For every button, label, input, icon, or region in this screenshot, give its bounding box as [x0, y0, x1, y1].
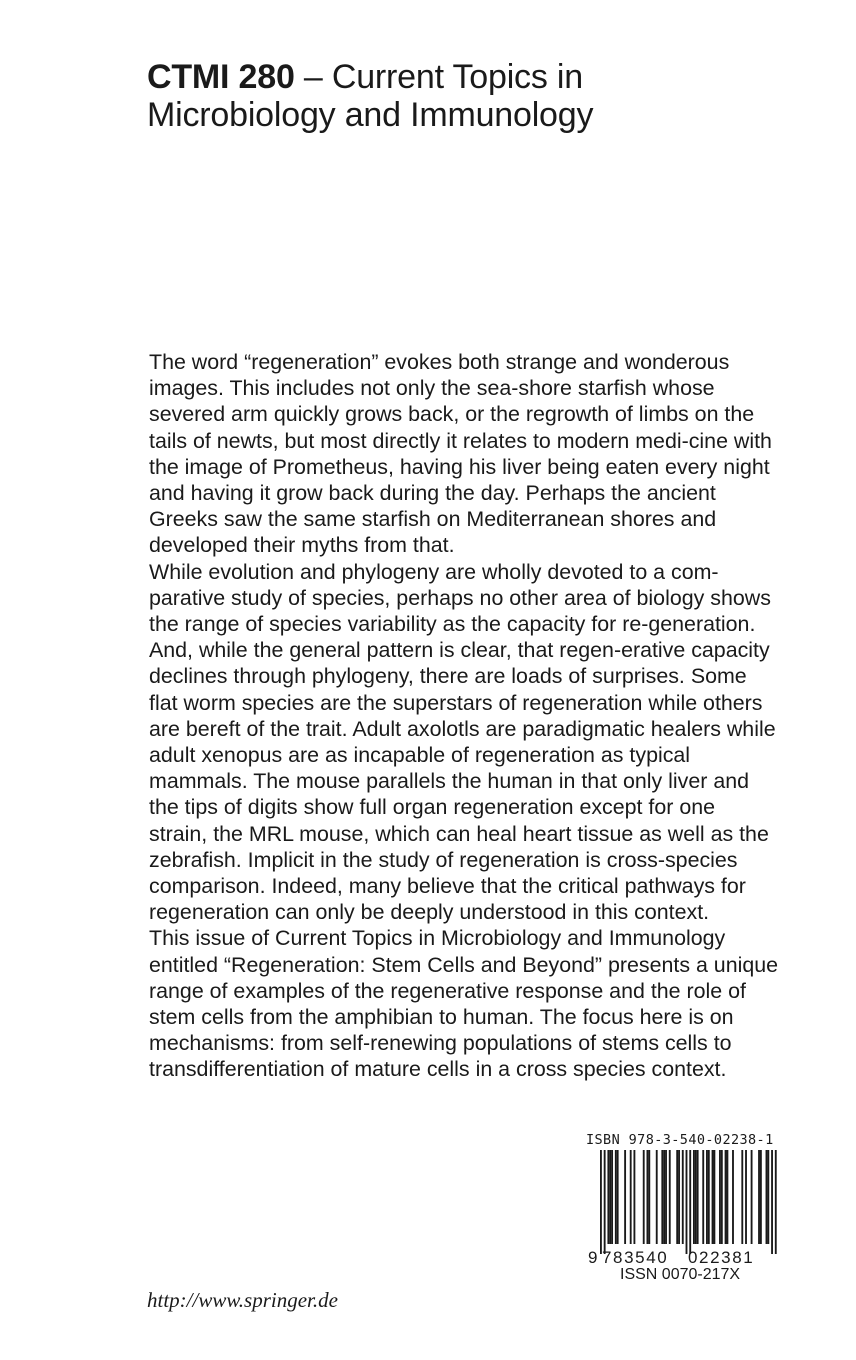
barcode-bar	[708, 1150, 710, 1244]
barcode-bar	[741, 1150, 743, 1244]
barcode-guard-bar	[600, 1150, 602, 1254]
barcode-digit-first: 9	[588, 1248, 598, 1267]
barcode-bar	[607, 1150, 609, 1244]
barcode-bar	[678, 1150, 680, 1244]
barcode-bar	[751, 1150, 753, 1244]
barcode-bar	[695, 1150, 697, 1244]
issn-number: ISSN 0070-217X	[620, 1266, 741, 1283]
barcode-bar	[656, 1150, 658, 1244]
barcode-bar	[721, 1150, 723, 1244]
barcode-bar	[676, 1150, 678, 1244]
barcode-bar	[615, 1150, 617, 1244]
barcode-bar	[693, 1150, 695, 1244]
barcode-bar	[665, 1150, 667, 1244]
isbn-label: ISBN 978-3-540-02238-1	[586, 1132, 774, 1148]
blurb-paragraph-2: While evolution and phylogeny are wholly devoted to a com-parative study of species, perhaps no other area of biology shows the range of species variability as the capacity for re-generation. And, while the general pattern is clear, that regen-erative capacity declines through phylogeny, there are loads of surprises. Some flat worm species are the superstars of regeneration while others are bereft of the trait. Adult axolotls are paradigmatic healers while adult xenopus are as incapable of regeneration as typical mammals. The mouse parallels the human in that only liver and the tips of digits show full organ regeneration except for one strain, the MRL mouse, which can heal heart tissue as well as the zebrafish. Implicit in the study of regeneration is cross-species comparison. Indeed, many believe that the critical pathways for regeneration can only be deeply understood in this context.	[149, 559, 776, 925]
barcode-bar	[624, 1150, 626, 1244]
barcode-guard-bar	[604, 1150, 606, 1254]
barcode-guard-bar	[686, 1150, 688, 1254]
barcode-bar	[719, 1150, 721, 1244]
isbn-barcode	[582, 1132, 802, 1268]
barcode-image	[582, 1150, 782, 1268]
barcode-guard-bar	[689, 1150, 691, 1254]
barcode-bar	[643, 1150, 645, 1244]
barcode-bar	[661, 1150, 663, 1244]
barcode-bar	[702, 1150, 704, 1244]
barcode-bar	[648, 1150, 650, 1244]
barcode-bar	[647, 1150, 649, 1244]
barcode-bar	[617, 1150, 619, 1244]
blurb-text	[149, 349, 779, 1083]
series-title	[147, 58, 827, 134]
barcode-bar	[713, 1150, 715, 1244]
blurb-paragraph-3: This issue of Current Topics in Microbiology and Immunology entitled “Regeneration: Stem Cells and Beyond” presents a unique range of examples of the regenerative response and the role of stem cells from the amphibian to human. The focus here is on mechanisms: from self-renewing populations of stems cells to transdifferentiation of mature cells in a cross species context.	[149, 926, 779, 1082]
series-title-rest: – Current Topics in	[294, 58, 583, 96]
barcode-bar	[726, 1150, 728, 1244]
barcode-guard-bar	[771, 1150, 773, 1254]
barcode-bar	[697, 1150, 699, 1244]
series-title-line2: Microbiology and Immunology	[147, 96, 594, 134]
barcode-bar	[706, 1150, 708, 1244]
barcode-bar	[712, 1150, 714, 1244]
barcode-bar	[767, 1150, 769, 1244]
blurb-paragraph-1: The word “regeneration” evokes both strange and wonderous images. This includes not only the sea-shore starfish whose severed arm quickly grows back, or the regrowth of limbs on the tails of newts, but most directly it relates to modern medi-cine with the image of Prometheus, having his liver being eaten every night and having it grow back during the day. Perhaps the ancient Greeks saw the same starfish on Mediterranean shores and developed their myths from that.	[149, 350, 772, 558]
barcode-bar	[682, 1150, 684, 1244]
barcode-guard-bar	[775, 1150, 777, 1254]
barcode-bar	[630, 1150, 632, 1244]
barcode-digits-right: 022381	[688, 1248, 755, 1267]
barcode-bar	[669, 1150, 671, 1244]
barcode-bar	[766, 1150, 768, 1244]
barcode-bar	[745, 1150, 747, 1244]
barcode-digits-left: 783540	[602, 1248, 669, 1267]
barcode-bar	[609, 1150, 611, 1244]
barcode-bar	[611, 1150, 613, 1244]
barcode-bar	[732, 1150, 734, 1244]
barcode-bar	[758, 1150, 760, 1244]
barcode-bar	[633, 1150, 635, 1244]
barcode-bar	[760, 1150, 762, 1244]
publisher-url[interactable]: http://www.springer.de	[147, 1288, 338, 1312]
series-code: CTMI 280	[147, 58, 295, 96]
barcode-bar	[725, 1150, 727, 1244]
barcode-bar	[663, 1150, 665, 1244]
